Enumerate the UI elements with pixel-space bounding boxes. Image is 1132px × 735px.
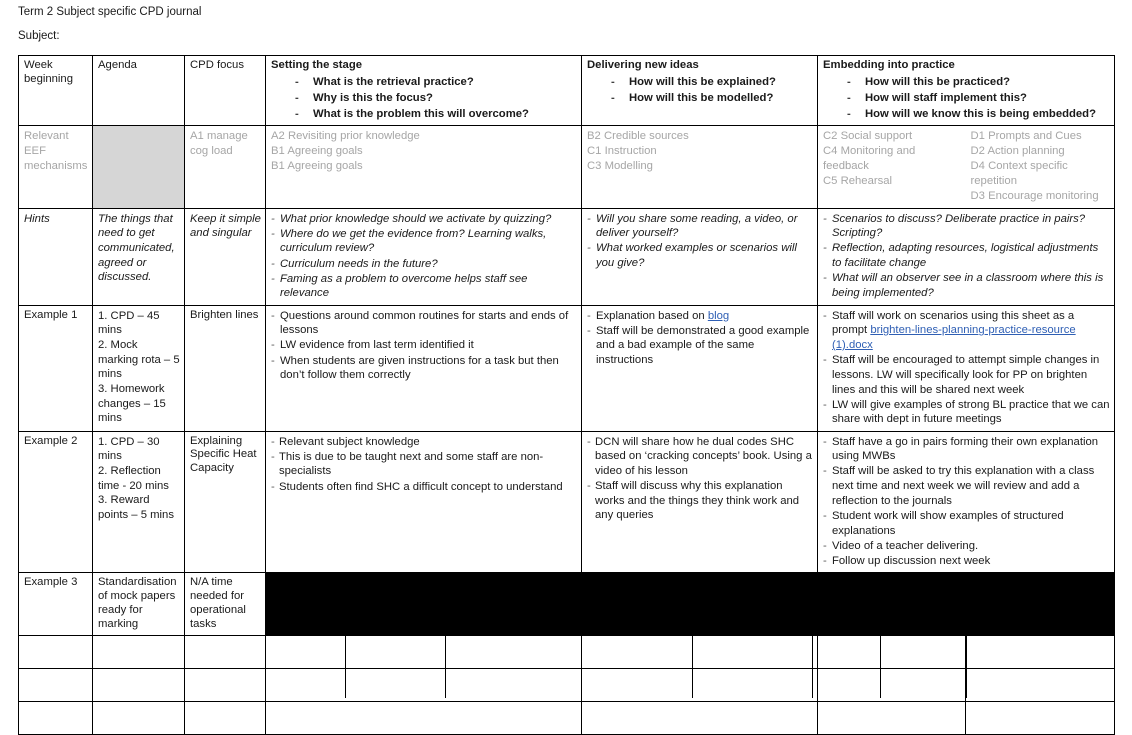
eef-agenda-cell bbox=[93, 125, 185, 208]
header-setting-the-stage-questions bbox=[271, 74, 577, 122]
agenda-item: 3. Reward points – 5 mins bbox=[98, 494, 174, 521]
example1-row-label: Example 1 bbox=[19, 305, 93, 431]
eef-mechanism: D1 Prompts and Cues bbox=[970, 129, 1082, 142]
example1-delivering-new-ideas bbox=[582, 305, 818, 431]
eef-mechanism: D4 Context specific repetition bbox=[970, 160, 1068, 188]
blank-cell[interactable] bbox=[966, 668, 1115, 701]
eef-row-label: Relevant EEF mechanisms bbox=[19, 125, 93, 208]
hint-item: - Scenarios to discuss? Deliberate practice in pairs? Scripting? bbox=[823, 212, 1110, 241]
table-blank-row bbox=[19, 635, 1115, 668]
example2-agenda bbox=[93, 431, 185, 573]
header-embedding-into-practice-questions bbox=[823, 74, 1110, 122]
cpd-journal-table bbox=[18, 55, 1115, 735]
example3-cpd-focus: N/A time needed for operational tasks bbox=[185, 573, 266, 636]
blank-cell[interactable] bbox=[818, 668, 966, 701]
header-question: - How will this be modelled? bbox=[587, 90, 813, 106]
agenda-item: 1. CPD – 30 mins bbox=[98, 435, 160, 463]
blank-cell[interactable] bbox=[185, 701, 266, 734]
stage-item: - Questions around common routines for starts and ends of lessons bbox=[271, 309, 577, 338]
example3-agenda: Standardisation of mock papers ready for marking bbox=[93, 573, 185, 636]
embedding-item: - Video of a teacher delivering. bbox=[823, 539, 1110, 554]
hint-item: - Where do we get the evidence from? Learning walks, curriculum review? bbox=[271, 227, 577, 256]
hints-cpd-focus: Keep it simple and singular bbox=[185, 208, 266, 305]
delivering-item: - Staff will be demonstrated a good example and a bad example of the same instructions bbox=[587, 324, 813, 368]
header-question: - What is the problem this will overcome? bbox=[271, 106, 577, 122]
header-embedding-into-practice-title: Embedding into practice bbox=[823, 59, 955, 71]
eef-cpd-focus: A1 manage cog load bbox=[185, 125, 266, 208]
blank-cell[interactable] bbox=[966, 635, 1115, 668]
table-row-example-1 bbox=[19, 305, 1115, 431]
hint-item: - Curriculum needs in the future? bbox=[271, 257, 577, 272]
eef-mechanism: B2 Credible sources bbox=[587, 129, 689, 142]
header-delivering-new-ideas bbox=[582, 56, 818, 126]
blank-cell[interactable] bbox=[582, 668, 818, 701]
header-question: - Why is this the focus? bbox=[271, 90, 577, 106]
eef-mechanism: C5 Rehearsal bbox=[823, 175, 893, 188]
embedding-item: - LW will give examples of strong BL practice that we can share with dept in future meetings bbox=[823, 398, 1110, 427]
hints-delivering-new-ideas bbox=[582, 208, 818, 305]
example1-cpd-focus: Brighten lines bbox=[185, 305, 266, 431]
hints-setting-the-stage bbox=[266, 208, 582, 305]
agenda-item: 1. CPD – 45 mins bbox=[98, 309, 160, 337]
eef-mechanism: D3 Encourage monitoring bbox=[970, 190, 1099, 203]
table-header-row bbox=[19, 56, 1115, 126]
table-row-hints bbox=[19, 208, 1115, 305]
embedding-item: - Follow up discussion next week bbox=[823, 554, 1110, 569]
delivering-item bbox=[587, 309, 813, 324]
stage-item: - Students often find SHC a difficult concept to understand bbox=[271, 480, 577, 495]
blank-cell[interactable] bbox=[93, 635, 185, 668]
embedding-item: - Staff will be encouraged to attempt simple changes in lessons. LW will specifically look for PP on brighten lines and this will be shared next week bbox=[823, 353, 1110, 397]
example1-embedding-into-practice bbox=[818, 305, 1115, 431]
stage-item: - This is due to be taught next and some staff are non-specialists bbox=[271, 450, 577, 479]
header-embedding-into-practice bbox=[818, 56, 1115, 126]
blank-cell[interactable] bbox=[582, 701, 818, 734]
table-row-example-2 bbox=[19, 431, 1115, 573]
agenda-item: 2. Mock marking rota – 5 mins bbox=[98, 338, 180, 381]
blank-cell[interactable] bbox=[185, 635, 266, 668]
eef-setting-the-stage bbox=[266, 125, 582, 208]
blank-cell[interactable] bbox=[185, 668, 266, 701]
eef-mechanism: C1 Instruction bbox=[587, 145, 657, 158]
blank-cell[interactable] bbox=[93, 701, 185, 734]
example2-embedding-into-practice bbox=[818, 431, 1115, 573]
blank-row-divider bbox=[880, 600, 881, 698]
blank-cell[interactable] bbox=[19, 701, 93, 734]
embedding-item: - Staff have a go in pairs forming their own explanation using MWBs bbox=[823, 435, 1110, 464]
blank-cell[interactable] bbox=[93, 668, 185, 701]
header-question: - How will this be explained? bbox=[587, 74, 813, 90]
hints-embedding-into-practice bbox=[818, 208, 1115, 305]
blank-cell[interactable] bbox=[19, 635, 93, 668]
table-blank-row bbox=[19, 701, 1115, 734]
agenda-item: 3. Homework changes – 15 mins bbox=[98, 383, 166, 425]
header-week-beginning: Week beginning bbox=[19, 56, 93, 126]
delivering-item-prefix: Explanation based on bbox=[596, 309, 708, 322]
example2-setting-the-stage bbox=[266, 431, 582, 573]
blog-link[interactable]: blog bbox=[707, 309, 730, 322]
delivering-item: - DCN will share how he dual codes SHC based on ‘cracking concepts’ book. Using a video of his lesson bbox=[587, 435, 813, 479]
hint-item: - Reflection, adapting resources, logistical adjustments to facilitate change bbox=[823, 241, 1110, 270]
blank-row-divider bbox=[345, 600, 346, 698]
header-question: - How will this be practiced? bbox=[823, 74, 1110, 90]
example2-delivering-new-ideas bbox=[582, 431, 818, 573]
eef-mechanism: C3 Modelling bbox=[587, 160, 653, 173]
blank-cell[interactable] bbox=[818, 635, 966, 668]
page-title: Term 2 Subject specific CPD journal bbox=[18, 6, 202, 18]
example1-setting-the-stage bbox=[266, 305, 582, 431]
table-row-example-3 bbox=[19, 573, 1115, 636]
table-row-eef-mechanisms bbox=[19, 125, 1115, 208]
blank-row-divider bbox=[812, 600, 813, 698]
blank-cell[interactable] bbox=[266, 668, 582, 701]
hint-item: - What will an observer see in a classroom where this is being implemented? bbox=[823, 271, 1110, 300]
blank-cell[interactable] bbox=[266, 635, 582, 668]
table-blank-row bbox=[19, 668, 1115, 701]
embedding-item-prefix: Staff will work on scenarios using this sheet as a prompt bbox=[832, 309, 1075, 337]
hint-item: - Will you share some reading, a video, or deliver yourself? bbox=[587, 212, 813, 241]
example2-cpd-focus: Explaining Specific Heat Capacity bbox=[185, 431, 266, 573]
header-question: - How will we know this is being embedded? bbox=[823, 106, 1110, 122]
hints-row-label: Hints bbox=[19, 208, 93, 305]
subject-label: Subject: bbox=[18, 30, 60, 42]
hints-agenda: The things that need to get communicated, agreed or discussed. bbox=[93, 208, 185, 305]
header-setting-the-stage bbox=[266, 56, 582, 126]
hint-item: - Faming as a problem to overcome helps staff see relevance bbox=[271, 272, 577, 301]
eef-mechanism: A2 Revisiting prior knowledge bbox=[271, 129, 420, 142]
stage-item: - When students are given instructions for a task but then don’t follow them correctly bbox=[271, 354, 577, 383]
hint-item: - What prior knowledge should we activate by quizzing? bbox=[271, 212, 577, 227]
header-delivering-new-ideas-title: Delivering new ideas bbox=[587, 59, 699, 71]
eef-mechanism: C2 Social support bbox=[823, 129, 913, 142]
header-question: - What is the retrieval practice? bbox=[271, 74, 577, 90]
blank-row-divider bbox=[445, 600, 446, 698]
blank-cell[interactable] bbox=[19, 668, 93, 701]
blank-cell[interactable] bbox=[818, 701, 966, 734]
eef-embedding-left bbox=[818, 125, 966, 208]
example3-row-label: Example 3 bbox=[19, 573, 93, 636]
header-agenda: Agenda bbox=[93, 56, 185, 126]
blank-cell[interactable] bbox=[966, 701, 1115, 734]
embedding-item: - Staff will be asked to try this explanation with a class next time and next week we will review and add a reflection to the journals bbox=[823, 464, 1110, 508]
redaction-block bbox=[266, 573, 1115, 636]
blank-row-divider bbox=[692, 600, 693, 698]
example2-row-label: Example 2 bbox=[19, 431, 93, 573]
eef-delivering-new-ideas bbox=[582, 125, 818, 208]
blank-row-divider bbox=[966, 600, 967, 698]
eef-mechanism: C4 Monitoring and feedback bbox=[823, 145, 916, 173]
agenda-item: 2. Reflection time - 20 mins bbox=[98, 464, 169, 492]
header-cpd-focus: CPD focus bbox=[185, 56, 266, 126]
header-setting-the-stage-title: Setting the stage bbox=[271, 59, 363, 71]
eef-mechanism: D2 Action planning bbox=[970, 145, 1065, 158]
blank-cell[interactable] bbox=[266, 701, 582, 734]
eef-mechanism: B1 Agreeing goals bbox=[271, 145, 363, 158]
header-delivering-new-ideas-questions bbox=[587, 74, 813, 106]
blank-cell[interactable] bbox=[582, 635, 818, 668]
stage-item: - LW evidence from last term identified it bbox=[271, 338, 577, 353]
eef-embedding-right bbox=[966, 125, 1115, 208]
delivering-item: - Staff will discuss why this explanation works and the things they think work and any queries bbox=[587, 479, 813, 523]
hint-item: - What worked examples or scenarios will you give? bbox=[587, 241, 813, 270]
header-question: - How will staff implement this? bbox=[823, 90, 1110, 106]
embedding-item: - Student work will show examples of structured explanations bbox=[823, 509, 1110, 538]
eef-mechanism: B1 Agreeing goals bbox=[271, 160, 363, 173]
example1-agenda bbox=[93, 305, 185, 431]
resource-docx-link[interactable]: brighten-lines-planning-practice-resource (1).docx bbox=[832, 324, 1076, 351]
stage-item: - Relevant subject knowledge bbox=[271, 435, 577, 450]
embedding-item bbox=[823, 309, 1110, 353]
